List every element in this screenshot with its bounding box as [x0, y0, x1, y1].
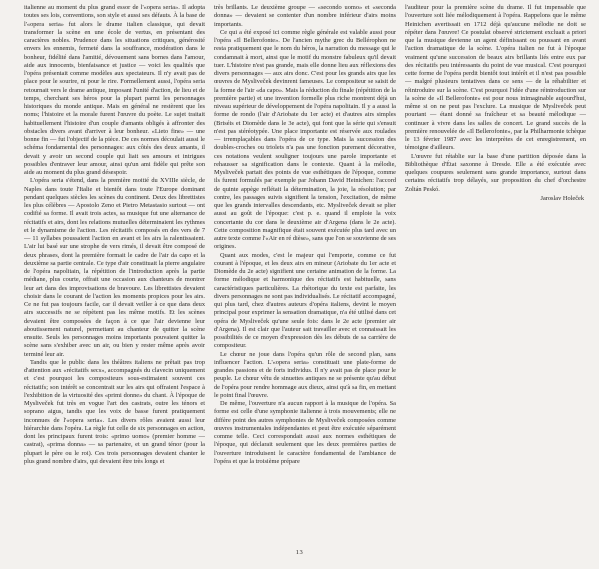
paragraph: Le chœur ne joue dans l'opéra qu'un rôle de second plan, sans influencer l'action. L'«opera seria» constituait une plate-forme de grandes passions et de forts individus. Il n'y avait pas de place pour le peuple. Le chœur vêtu de sinuettes antiques ne se présente qu'au début de l'opéra pour rendre hommage aux dieux, ainsi qu'à sa fin, en mettant le point final l'œuvre. — [214, 350, 396, 399]
paragraph: italienne au moment du plus grand essor de l'«opera seria». Il adopta toutes ses lois, conventions, son style et aussi ses défauts. À la base de l'«opera seria» fut alors le drame italien classique, qui devait transformer la scène en une école de vertus, en présentant des caractères nobles. Prudence dans les situations critiques, générosité envers les ennemis, fermeté dans la souffrance, modération dans le bonheur, fidélité dans l'amitié, dévouement sans bornes dans l'amour, aide aux innocents, bienfaisance et justice — voici les qualités que l'opéra présentait comme modèles aux spectateurs. Il n'y avait pas de place pour le sourire, ni pour le rire. Formellement aussi, l'opéra seria retournait vers le drame antique, imposant l'unité d'action, de lieu et de temps, cherchant ses héros pour la plupart parmi les personnages historiques du monde antique. Mais en général ne restèrent que les noms; l'histoire et la morale furent l'œuvre du poète. Le sujet traitait habituellement l'histoire d'un couple d'amants obligés à affronter des obstacles divers avant d'arriver à leur bonheur. «Lieto fine» — une bonne fin — fut l'objectif de la pièce. De ces normes découlait aussi le schéma fondamental des personnages: aux côtés des deux amants, il devait y avoir un second couple qui liait ses amours et intrigues possibles d'entraver leur amour, ainsi qu'un ami fidèle qui prête son aide au moment du plus grand désespoir. — [24, 4, 205, 176]
paragraph: Tandis que le public dans les théâtres italiens ne prêtait pas trop d'attention aux «récitatifs secs», accompagnés du clavecin uniquement et c'est pourquoi les compositeurs sous-estimaient souvent ces récitatifs; son intérêt se concentrait sur les airs qui offraient l'espace à l'exhibition de la virtuosité des «primi donne» du chant. À l'époque de Mysliveček fut très en vogue l'art des castrats, outre les ténors et soprano aigus, tandis que les voix de basse furent pratiquement inconnues de l'«opera seria». Les divers rôles avaient aussi leur hiérarchie dans l'opéra. La règle fut celle de six personnages en action, dont les principaux furent trois: «primo uomo» (premier homme — castrat), «prima donna» — sa partenaire, et un grand ténor (pour la plupart le père ou le roi). Ces trois personnages devaient chanter le plus grand nombre d'airs, qui devaient être très longs et — [24, 358, 205, 465]
paragraph: très brillants. Le deuxième groupe — «secondo uomo» et «seconda donna» — devaient se contenter d'un nombre inférieur d'airs moins importants. — [214, 4, 396, 28]
paragraph: L'œuvre fut rétablie sur la base d'une partition déposée dans la Bibliothèque d'État saxonne à Dresde. Elle a été exécutée avec quelques coupures seulement sans grande importance, surtout dans certains récitatifs trop délayés, sur proposition du chef d'orchestre Zoltán Peskó. — [405, 152, 586, 193]
paragraph: Ce qui a été exposé ici comme règle générale est valable aussi pour l'opéra «Il Bellerofonte». De l'ancien mythe grec du Bellérophon ne resta pratiquement que le nom du héros, la narration du message qui le condamnait à mort, ainsi que le motif du monstre fabuleux qu'il devait tuer. L'histoire n'est pas grande, mais elle donne lieu aux réflexions des divers personnages — aux airs donc. C'est pour les grands airs que les œuvres de Mysliveček devinrent fameuses. Le compositeur se saisit de la forme de l'air «da capo». Mais la réduction du finale (répétition de la première partie) et une invention formelle plus riche montrent déjà un niveau supérieur de développement de l'opéra napolitain. Il y a aussi la forme de rondo (l'air d'Ariobate du 1er acte) et d'autres airs simples (Briséis et Diomède dans le 3e acte), qui font que la série qui s'ensuit n'est pas stéréotypée. Une place importante est réservée aux roulades — irremplaçables dans l'opéra de ce type. Mais la succession des doubles-croches ou triolets n'a pas une fonction purement décorative, ces notations veulent souligner toujours une parole importante et rehausser sa signification dans le contexte. Quant à la mélodie, Mysliveček partait des points de vue esthétiques de l'époque, comme ils furent formulés par exemple par Johann David Heinichen: l'accord de quinte appège reflétait la détermination, la joie, la résolution; par contre, les passages suivis signifient la tension, l'excitation, de même que les grands intervalles descendants, etc. Mysliveček devait se plier aussi au goût de l'époque: c'est p. e. quand il emploie la voix concertante du cor dans le deuxième air d'Argena (dans le 2e acte). Cette composition magnifique était souvent exécutée plus tard avec un autre texte comme l'«Air en ré dièse», sans que l'on se souvienne de ses origines. — [214, 28, 396, 251]
column-middle — [214, 4, 396, 540]
column-left — [24, 4, 205, 540]
page-number: 13 — [295, 549, 304, 556]
paragraph: De même, l'ouverture n'a aucun rapport à la musique de l'opéra. Sa forme est celle d'une symphonie italienne à trois mouvements; elle ne diffère point des autres symphonies de Mysliveček composées comme œuvres instrumentales indépendantes et peut être exécutée séparément comme telle. Ceci correspondait aussi aux normes esthétiques de l'époque, qui déclarait seulement que les deux premières parties de l'ouverture introduisent le caractère fondamental de l'ambiance de l'opéra et que la troisième prépare — [214, 400, 396, 465]
column-right — [405, 4, 586, 540]
paragraph: L'opéra seria s'étend, dans la première moitié du XVIIIe siècle, de Naples dans toute l'Italie et bientôt dans toute l'Europe dominant pendant quelques siècles les scènes du continent. Deux des librettistes les plus célèbres — Apostolo Zeno et Pietro Metastasio surtout — ont codifié sa forme. Il avait trois actes, sa musique fut une alternance de récitatifs et airs, dont les relations mutuelles déterminaient les rythmes et le dynamisme de l'action. Les récitatifs composés en des vers de 7 — 11 syllabes poussaient l'action en avant et les airs la ralentissaient. L'air lui basé sur une strophe de vers rimés, il devait être composé de deux phrases, dont la première formait le cadre de l'air da capo et la deuxième sa partie centrale. Ce type d'air constituait la pierre angulaire de l'opéra napolitain, la répétition de l'introduction après la partie médiane, plus courte, offrait une occasion aux chanteurs de montrer leur art dans des improvisations de bravoure. Les librettistes devaient choisir dans le courant de l'action les moments propices pour les airs. Ce ne fut pas toujours facile, car il devait veiller à ce que dans deux airs successifs ne se répètent pas les même motifs. Et les scènes devaient être composées de façon à ce que l'air devienne leur aboutissement naturel, permettant au chanteur de quitter la scène ensuite. Seuls les personnages moins importants pouvaient quitter la scène sans s'exhiber avec un air, ou bien y rester même après avoir terminé leur air. — [24, 177, 205, 358]
paragraph: Quant aux modes, c'est le majeur qui l'emporte, comme ce fut courant à l'époque, et les deux airs en mineur (Ariobate du 1er acte et Diomède du 2e acte) signifient une certaine animation de la forme. La forme mélodique et harmonique des récitatifs est habituelle, sans caractéristiques particulières. La rhétorique du texte est parfaite, les divers personnages ne sont pas individualisés. Le récitatif accompagné, qui plus tard, chez d'autres auteurs d'opéra italiens, devint le moyen principal pour exprimer la sensation dramatique, n'a été utilisé dans cet opéra de Mysliveček qu'une seule fois: dans le 2e acte (premier air d'Argena). Il est clair que l'auteur sait travailler avec et connaissait les possibilités de ce moyen d'expression dès les débuts de sa carrière de compositeur. — [214, 251, 396, 350]
author-signature: Jaroslav Holeček — [540, 194, 584, 202]
paragraph: l'auditeur pour la première scène du drame. Il fut impensable que l'ouverture soit liée mélodiquement à l'opéra. Rappelons que le même Heinichen avertissait en 1712 déjà qu'aucune mélodie ne doit se répéter dans l'œuvre! Ce postulat observé strictement excluait a priori que la musique devienne un agent définissant ou poussant en avant l'action dramatique de la scène. L'opéra italien ne fut à l'époque vraiment qu'une succession de beaux airs brillants liés entre eux par des récitatifs peu intéressants du point de vue musical. C'est pourquoi cette forme de l'opéra perdit bientôt tout intérêt et il n'est pas possible — malgré plusieurs tentatives dans ce sens — de la réhabiliter et réintroduire sur la scène. C'est pourquoi l'idée d'une réintroduction sur la scène de «Il Bellerofonte» est pour nous inimaginable aujourd'hui, même si on ne peut pas l'exclure. La musique de Mysliveček peut pourtant — étant donné sa fraîcheur et sa beauté mélodique — continuer à vivre dans les salles de concert. Le grand succès de la première renouvelée de «Il Bellerofonte», par la Philharmonie tchèque le 13 février 1987 avec les interprètes de cet enregistrement, en témoigne d'ailleurs. — [405, 4, 586, 152]
text-columns — [24, 4, 586, 540]
